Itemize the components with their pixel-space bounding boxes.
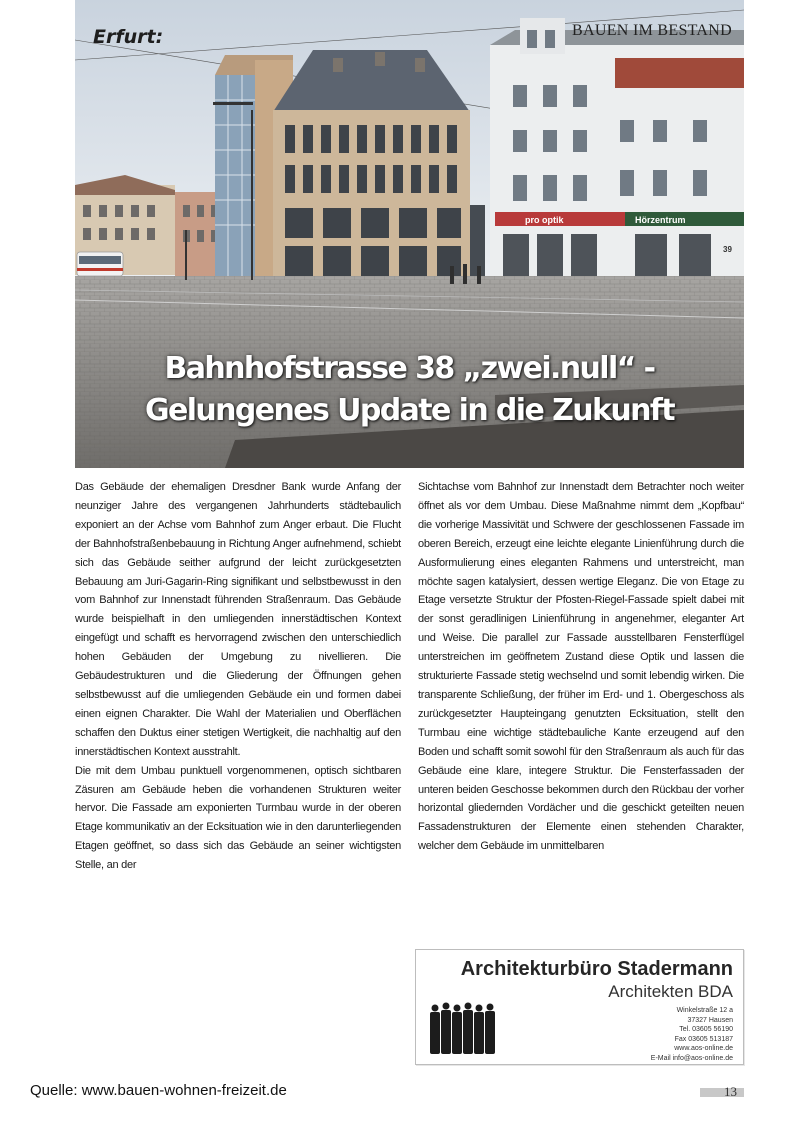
- ad-website: www.aos-online.de: [674, 1045, 733, 1052]
- article-column-right: [418, 478, 744, 875]
- headline-line-2: Gelungenes Update in die Zukunft: [144, 393, 675, 428]
- article-column-left: [75, 478, 401, 875]
- ad-company-name: Architekturbüro Stadermann: [460, 958, 733, 980]
- section-label: BAUEN IM BESTAND: [572, 22, 732, 39]
- ad-address: [651, 1006, 733, 1063]
- city-label: Erfurt:: [93, 26, 164, 48]
- article-headline: [75, 348, 744, 432]
- house-number: 39: [723, 245, 732, 254]
- team-silhouette-icon: [428, 1002, 498, 1056]
- ad-subtitle: Architekten BDA: [608, 982, 733, 1001]
- historic-building-right: [490, 18, 744, 295]
- page-number-bar: [700, 1088, 744, 1097]
- page-number: 13: [724, 1084, 737, 1099]
- headline-line-1: Bahnhofstrasse 38 „zwei.null“ -: [164, 351, 655, 386]
- advertisement-box: [415, 949, 744, 1065]
- ad-address-city: 37327 Hausen: [687, 1016, 733, 1024]
- hero-photo: [75, 0, 744, 468]
- ad-fax: Fax 03605 513187: [674, 1035, 733, 1043]
- shop-sign-optik: pro optik: [525, 215, 564, 225]
- paragraph: Sichtachse vom Bahnhof zur Innenstadt dem Betrachter noch weiter öffnet als vor dem Umbau. Diese Maßnahme nimmt dem „Kopfbau“ die vorherige Massivität und Schwere der geschlossenen Fassade im oberen Bereich, erzeugt eine leichte elegante Linienführung durch die Ausformulierung eines eleganten Rahmens und unterstreicht, man möchte sagen katalysiert, dessen wertige Eleganz. Die von Etage zu Etage versetzte Struktur der Pfosten-Riegel-Fassade spielt dabei mit der sonst geradlinigen Linienführung in angenehmer, eleganter Art und Weise. Die parallel zur Fassade ausstellbaren Fensterflügel unterstreichen im geöffnetem Zustand diese Optik und lassen die strukturierte Fassade stetig wechselnd und somit lebendig wirken. Die transparente Schließung, der früher im Erd- und 1. Obergeschoss als zurückgesetzter Haupteingang genutzten Ecksituation, stellt den Turmbau eine wichtige städtebauliche Kante erzeugend auf den Boden und schafft somit sowohl für den Straßenraum als auch für das Gebäude eine klare, integere Struktur. Die Fensterfassaden der unteren beiden Geschosse bekommen durch den Rückbau der vorher horizontal gliedernden Vordächer und die geschickt geteilten neuen Fassadenstrukturen der Elemente einen stehenden Charakter, welcher dem Gebäude im unmittelbaren: [418, 481, 744, 853]
- paragraph: Das Gebäude der ehemaligen Dresdner Bank wurde Anfang der neunziger Jahre des vergangenen Jahrhunderts städtebaulich exponiert an der Achse vom Bahnhof zum Anger erbaut. Die Flucht der Bahnhofstraßenbebauung in Richtung Anger aufnehmend, schiebt sich das Gebäude seither aufgrund der leicht zurückgesetzten Bebauung am Juri-Gagarin-Ring signifikant und selbstbewusst in den vom Bahnhof zur Innenstadt führenden Straßenraum. Das Gebäude wurde beispielhaft in den umliegenden innerstädtischen Kontext eingefügt und schafft es hervorragend zwischen den unterschiedlich hohen Gebäuden der Umgebung zu nivellieren. Die Gebäudestrukturen und die Gliederung der Öffnungen gehen selbstbewusst auf die umliegenden Gebäude ein und formen dabei einen eignen Charakter. Die Wahl der Materialien und Oberflächen schaffen den Duktus einer stetigen Wertigkeit, die nachhaltig auf den innerstädtischen Kontext ausstrahlt.: [75, 481, 401, 758]
- shop-sign-hoerzentrum: Hörzentrum: [635, 215, 686, 225]
- ad-address-street: Winkelstraße 12 a: [676, 1007, 733, 1014]
- article-body: [75, 478, 744, 875]
- paragraph: Die mit dem Umbau punktuell vorgenommenen, optisch sichtbaren Zäsuren am Gebäude heben die vorhandenen Strukturen weiter hervor. Die Fassade am exponierten Turmbau wurde in der oberen Etage kommunikativ an der Ecksituation wie in den darunterliegenden Etagen geöffnet, so dass sich das Gebäude an seiner wichtigsten Stelle, an der: [75, 764, 401, 872]
- ad-email: E-Mail info@aos-online.de: [650, 1054, 733, 1062]
- source-credit: Quelle: www.bauen-wohnen-freizeit.de: [30, 1082, 287, 1099]
- ad-phone: Tel. 03605 56190: [679, 1026, 733, 1033]
